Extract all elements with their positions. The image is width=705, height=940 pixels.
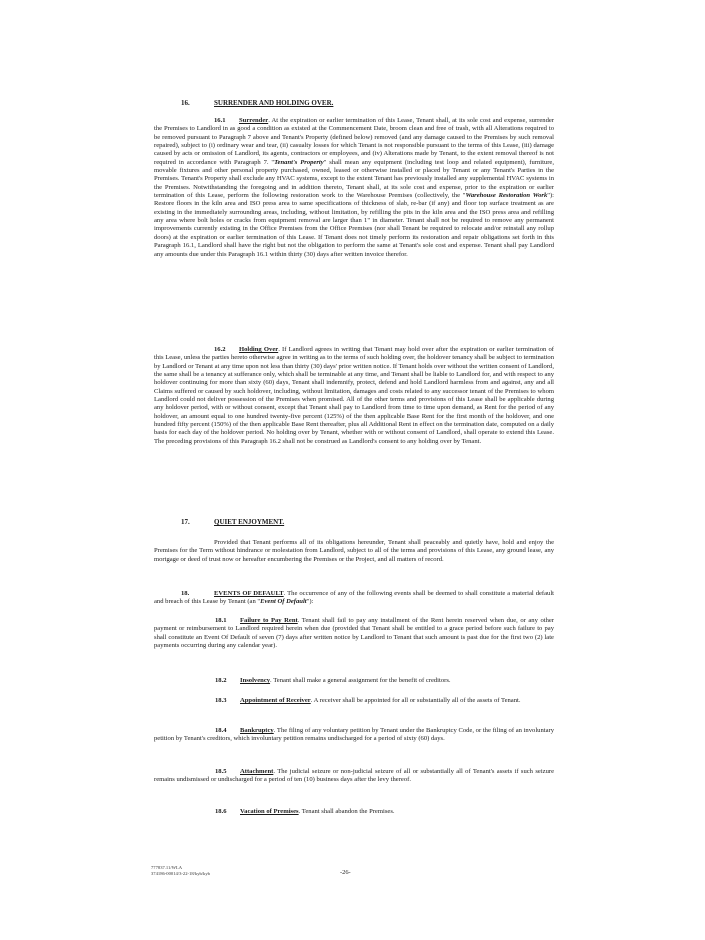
paragraph-number: 18.2 [215,677,227,684]
paragraph-number: 16.1 [214,117,226,124]
document-id: 777837.11/WLA 374186-00014/3-22-18/kyb/kyb [151,865,210,876]
paragraph-heading: Appointment of Receiver [240,697,311,704]
paragraph-18-3: 18.3 Appointment of Receiver. A receiver shall be appointed for all or substantially all of the assets of Tenant. [215,697,521,704]
paragraph-heading: Holding Over [239,346,279,353]
paragraph-heading: Surrender [239,117,269,124]
paragraph-number: 18.3 [215,697,227,704]
paragraph-18-2: 18.2 Insolvency. Tenant shall make a general assignment for the benefit of creditors. [215,677,451,684]
paragraph-16-2: 16.2 Holding Over. If Landlord agrees in writing that Tenant may hold over after the expiration or earlier termination of this Lease, unless the parties hereto otherwise agree in writing as to the terms of such holding over, the holdover tenancy shall be subject to termination by Landlord or Tenant at any time upon not less than thirty (30) days' prior written notice. If Tenant holds over without the written consent of Landlord, the same shall be a tenancy at sufferance only, which shall be terminable at any time, and Tenant shall be liable to Landlord for, and with respect to any holdover continuing for more than sixty (60) days, Tenant shall indemnify, protect, defend and hold Landlord harmless from and against, any and all Claims suffered or caused by such holdover, including, without limitation, damages and costs related to any successor tenant of the Premises to whom Landlord could not deliver possession of the Premises when promised. All of the other terms and provisions of this Lease shall be applicable during any holdover period, with or without consent, except that Tenant shall pay to Landlord from time to time upon demand, as Rent for the period of any holdover, an amount equal to one hundred twenty-five percent (125%) of the then applicable Base Rent for the first month of the holdover, and one hundred fifty percent (150%) of the then applicable Base Rent thereafter, plus all Additional Rent in effect on the termination date, computed on a daily basis for each day of the holdover period. No holding over by Tenant, whether with or without consent of Landlord, shall operate to extend this Lease. The preceding provisions of this Paragraph 16.2 shall not be construed as Landlord's consent to any holding over by Tenant. [154,346,554,445]
paragraph-17: Provided that Tenant performs all of its obligations hereunder, Tenant shall peaceably and quietly have, hold and enjoy the Premises for the Term without hindrance or molestation from Landlord, subject to all of the terms and provisions of this Lease, any ground lease, any mortgage or deed of trust now or hereafter encumbering the Premises or the Project, and all matters of record. [154,539,554,563]
paragraph-18-1: 18.1 Failure to Pay Rent. Tenant shall fail to pay any installment of the Rent herein reserved when due, or any other payment or reimbursement to Landlord required herein when due (provided that Tenant shall be entitled to a grace period before such failure to pay shall constitute an Event Of Default of seven (7) days after written notice by Landlord to Tenant that such amount is past due for the first two (2) late payments occurring during any calendar year). [154,617,554,650]
paragraph-heading: Insolvency [240,677,271,684]
paragraph-18-5: 18.5 Attachment. The judicial seizure or non-judicial seizure of all or substantially all of Tenant's assets if such seizure remains undismissed or undischarged for a period of ten (10) business days after the levy thereof. [154,768,554,784]
paragraph-heading: Bankruptcy [240,727,274,734]
page-number: -26- [340,869,351,876]
paragraph-18-4: 18.4 Bankruptcy. The filing of any voluntary petition by Tenant under the Bankruptcy Code, or the filing of an involuntary petition by Tenant's creditors, which involuntary petition remains undischarged for a period of sixty (60) days. [154,727,554,743]
paragraph-number: 18.6 [215,808,227,815]
section-17-heading [181,518,284,526]
defined-term: Event Of Default [260,598,307,606]
defined-term: Tenant's Property [274,158,324,166]
paragraph-16-1: 16.1 Surrender. At the expiration or earlier termination of this Lease, Tenant shall, at its sole cost and expense, surrender the Premises to Landlord in as good a condition as existed at the Commencement Date, broom clean and free of trash, with all Alterations required to be removed pursuant to Paragraph 7 above and Tenant's Property (defined below) removed (and any damage caused to the Premises by such removal repaired), subject to (i) ordinary wear and tear, (ii) casualty losses for which Tenant is not responsible pursuant to the terms of this Lease, (iii) damage caused by acts or omission of Landlord, its agents, contractors or employees, and (iv) Alterations made by Tenant, to the extent removal thereof is not required in accordance with Paragraph 7. "Tenant's Property" shall mean any equipment (including test loop and related equipment), furniture, movable fixtures and other personal property purchased, owned, leased or otherwise installed or placed by Tenant or any Tenant's Parties in the Premises. Tenant's Property shall exclude any HVAC systems, except to the extent Tenant has previously installed any supplemental HVAC systems in the Premises. Notwithstanding the foregoing and in addition thereto, Tenant shall, at its sole cost and expense, prior to the expiration or earlier termination of this Lease, perform the following restoration work to the Warehouse Premises (collectively, the "Warehouse Restoration Work"): Restore floors in the kiln area and ISO press area to same specifications of thickness of slab, re-bar (if any) and floor top surface treatment as are existing in the immediately surrounding areas, including, without limitation, by refilling the pits in the kiln area and the ISO press area and refilling any area where bolt holes or cracks from equipment removal are larger than 1" in diameter. Tenant shall not be required to remove any permanent improvements currently existing in the Office Premises from the Office Premises (nor shall Tenant be required to relocate and/or reinstall any rollup doors) at the expiration or earlier termination of this Lease. If Tenant does not timely perform its restoration and repair obligations set forth in this Paragraph 16.1, Landlord shall have the right but not the obligation to perform the same at Tenant's sole cost and expense. Tenant shall pay Landlord any amounts due under this Paragraph 16.1 within thirty (30) days after written invoice therefor. [154,117,554,258]
paragraph-18-6: 18.6 Vacation of Premises. Tenant shall abandon the Premises. [215,808,395,815]
paragraph-heading: Failure to Pay Rent [240,617,298,624]
defined-term: Warehouse Restoration Work [465,192,548,200]
paragraph-heading: Vacation of Premises [240,808,299,815]
section-title: EVENTS OF DEFAULT [214,590,284,597]
section-16-heading [181,99,333,107]
section-number: 18. [181,590,190,597]
paragraph-heading: Attachment [240,768,274,775]
paragraph-number: 16.2 [214,346,226,353]
section-18-intro: 18. EVENTS OF DEFAULT. The occurrence of any of the following events shall be deemed to shall constitute a material default and breach of this Lease by Tenant (an "Event Of Default"): [154,590,554,606]
paragraph-number: 18.1 [215,617,227,624]
paragraph-number: 18.5 [215,768,227,775]
section-title: SURRENDER AND HOLDING OVER. [214,99,334,107]
section-number: 16. [181,99,190,107]
section-title: QUIET ENJOYMENT. [214,518,285,526]
paragraph-number: 18.4 [215,727,227,734]
section-number: 17. [181,518,190,526]
